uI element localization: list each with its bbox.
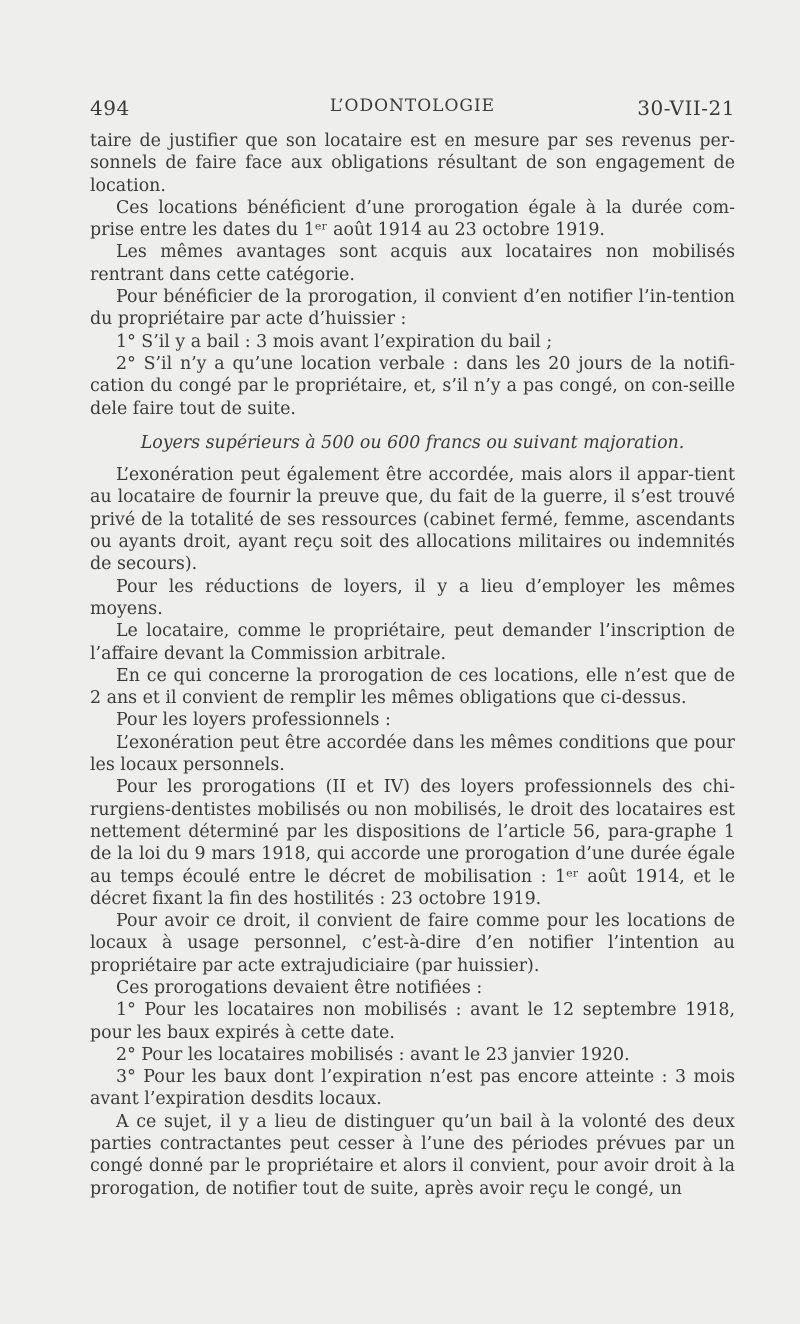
paragraph: Pour bénéficier de la prorogation, il convient d’en notifier l’in-tention du propriétaire par acte d’huissier : [90,287,735,330]
paragraph: Le locataire, comme le propriétaire, peut demander l’inscription de l’affaire devant la Commission arbitrale. [90,621,735,664]
list-item: 1° Pour les locataires non mobilisés : avant le 12 septembre 1918, pour les baux expirés à cette date. [90,1000,735,1043]
paragraph: L’exonération peut être accordée dans les mêmes conditions que pour les locaux personnels. [90,732,735,776]
journal-title: L’ODONTOLOGIE [329,96,496,116]
paragraph: Ces locations bénéficient d’une prorogation égale à la durée com-prise entre les dates du 1ᵉʳ août 1914 au 23 octobre 1919. [90,197,735,241]
list-item: 2° S’il n’y a qu’une location verbale : dans les 20 jours de la notifi-cation du congé par le propriétaire, et, s’il n’y a pas congé, on con-seille dele faire tout de suite. [90,353,735,419]
list-item: 3° Pour les baux dont l’expiration n’est pas encore atteinte : 3 mois avant l’expiration desdits locaux. [90,1067,735,1110]
page-number: 494 [90,96,130,120]
paragraph: Pour avoir ce droit, il convient de faire comme pour les locations de locaux à usage personnel, c’est-à-dire d’en notifier l’intention au propriétaire par acte extrajudiciaire (par huissier). [90,911,735,976]
paragraph: Pour les réductions de loyers, il y a lieu d’employer les mêmes moyens. [90,576,735,619]
paragraph: En ce qui concerne la prorogation de ces locations, elle n’est que de 2 ans et il convient de remplir les mêmes obligations que ci-dessus. [90,665,735,709]
paragraph: taire de justifier que son locataire est en mesure par ses revenus per-sonnels de faire face aux obligations résultant de son engagement de location. [90,131,735,196]
list-item: 2° Pour les locataires mobilisés : avant le 23 janvier 1920. [116,1044,630,1065]
paragraph: Pour les loyers professionnels : [116,710,391,731]
list-item: 1° S’il y a bail : 3 mois avant l’expiration du bail ; [116,331,553,352]
paragraph: L’exonération peut également être accordée, mais alors il appar-tient au locataire de fournir la preuve que, du fait de la guerre, il s’est trouvé privé de la totalité de ses ressources (cabinet fermé, femme, ascendants ou ayants droit, ayant reçu soit des allocations militaires ou indemnités de secours). [90,465,735,575]
page-header [90,96,735,124]
issue-date: 30-VII-21 [637,96,735,120]
section-heading: Loyers supérieurs à 500 ou 600 francs ou suivant majoration. [140,432,685,453]
paragraph: Pour les prorogations (II et IV) des loyers professionnels des chi-rurgiens-dentistes mobilisés ou non mobilisés, le droit des locataires est nettement déterminé par les dispositions de l’article 56, para-graphe 1 de la loi du 9 mars 1918, qui accorde une prorogation d’une durée égale au temps écoulé entre le décret de mobilisation : 1ᵉʳ août 1914, et le décret fixant la fin des hostilités : 23 octobre 1919. [90,777,735,909]
paragraph: Ces prorogations devaient être notifiées : [116,977,483,998]
paragraph: A ce sujet, il y a lieu de distinguer qu’un bail à la volonté des deux parties contractantes peut cesser à l’une des périodes prévues par un congé donné par le propriétaire et alors il convient, pour avoir droit à la prorogation, de notifier tout de suite, après avoir reçu le congé, un [90,1111,735,1199]
paragraph: Les mêmes avantages sont acquis aux locataires non mobilisés rentrant dans cette catégorie. [90,242,735,285]
body-text [90,130,735,1200]
